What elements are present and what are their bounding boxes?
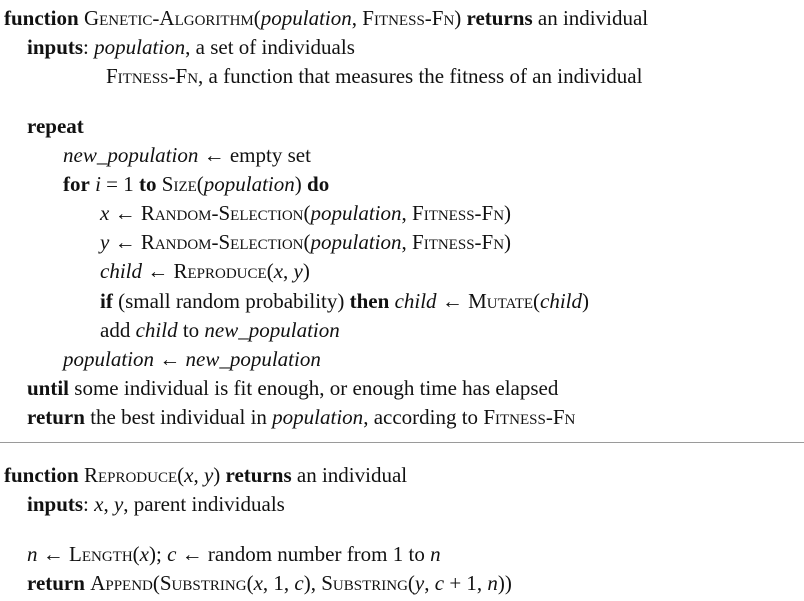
code-line bbox=[63, 142, 311, 168]
keyword: do bbox=[307, 172, 330, 196]
keyword: returns bbox=[225, 463, 292, 487]
text: ← bbox=[109, 201, 141, 225]
code-line bbox=[27, 375, 558, 401]
variable: y bbox=[414, 571, 425, 595]
code-line bbox=[4, 5, 648, 31]
variable: child bbox=[394, 289, 437, 313]
function-name: Substring bbox=[321, 571, 408, 595]
text: (small random probability) bbox=[112, 289, 350, 313]
text: ( bbox=[407, 571, 415, 595]
keyword: return bbox=[27, 405, 85, 429]
keyword: returns bbox=[466, 6, 533, 30]
keyword: until bbox=[27, 376, 70, 400]
variable: c bbox=[167, 542, 177, 566]
text: ), bbox=[303, 571, 322, 595]
text: : bbox=[83, 35, 95, 59]
text: ( bbox=[152, 571, 160, 595]
text: ) bbox=[454, 6, 467, 30]
text: to bbox=[177, 318, 205, 342]
variable: x bbox=[273, 259, 284, 283]
function-name: Size bbox=[161, 172, 197, 196]
code-line bbox=[63, 346, 321, 372]
variable: x bbox=[139, 542, 149, 566]
text: ← bbox=[154, 347, 186, 371]
text: ( bbox=[177, 463, 185, 487]
variable: population bbox=[272, 405, 364, 429]
code-line bbox=[27, 404, 575, 430]
variable: y bbox=[203, 463, 214, 487]
variable: population bbox=[94, 35, 186, 59]
keyword: function bbox=[4, 6, 79, 30]
keyword: to bbox=[139, 172, 157, 196]
text: + 1, bbox=[444, 571, 488, 595]
variable: population bbox=[203, 172, 295, 196]
text: , according to bbox=[363, 405, 484, 429]
keyword: then bbox=[349, 289, 390, 313]
function-name: Reproduce bbox=[173, 259, 267, 283]
text: ) bbox=[213, 463, 226, 487]
function-name: Random-Selection bbox=[140, 201, 304, 225]
variable: y bbox=[113, 492, 124, 516]
text: , a set of individuals bbox=[185, 35, 355, 59]
text: : bbox=[83, 492, 95, 516]
text: ← bbox=[142, 259, 174, 283]
variable: n bbox=[430, 542, 441, 566]
text: ) bbox=[582, 289, 590, 313]
variable: y bbox=[100, 230, 110, 254]
text: ← random number from 1 to bbox=[176, 542, 431, 566]
text: ( bbox=[253, 6, 261, 30]
text: ( bbox=[132, 542, 140, 566]
function-name: Fitness-Fn bbox=[412, 201, 505, 225]
text: , bbox=[283, 259, 294, 283]
text: some individual is fit enough, or enough time has elapsed bbox=[69, 376, 559, 400]
variable: new_population bbox=[185, 347, 321, 371]
variable: n bbox=[27, 542, 38, 566]
text: ( bbox=[196, 172, 204, 196]
code-line bbox=[100, 258, 310, 284]
code-line bbox=[63, 171, 329, 197]
code-line bbox=[100, 229, 511, 255]
keyword: function bbox=[4, 463, 79, 487]
variable: population bbox=[310, 230, 402, 254]
text: , a function that measures the fitness of an individual bbox=[198, 64, 643, 88]
text: an individual bbox=[291, 463, 408, 487]
function-name: Fitness-Fn bbox=[483, 405, 576, 429]
text: ) bbox=[302, 259, 310, 283]
code-line bbox=[100, 288, 589, 314]
variable: x bbox=[94, 492, 104, 516]
variable: c bbox=[434, 571, 445, 595]
code-line bbox=[27, 113, 84, 139]
variable: population bbox=[310, 201, 402, 225]
text: ( bbox=[303, 230, 311, 254]
text: ← bbox=[37, 542, 69, 566]
text: , bbox=[103, 492, 114, 516]
variable: child bbox=[100, 259, 142, 283]
text: , bbox=[401, 230, 413, 254]
code-line bbox=[27, 570, 512, 596]
function-name: Mutate bbox=[468, 289, 534, 313]
text: , parent individuals bbox=[123, 492, 285, 516]
text: ) bbox=[294, 172, 308, 196]
variable: x bbox=[100, 201, 110, 225]
text: , bbox=[193, 463, 204, 487]
variable: population bbox=[63, 347, 155, 371]
text: an individual bbox=[532, 6, 649, 30]
variable: n bbox=[487, 571, 498, 595]
function-name: Random-Selection bbox=[140, 230, 304, 254]
variable: new_population bbox=[204, 318, 340, 342]
text: = 1 bbox=[100, 172, 140, 196]
function-name: Substring bbox=[159, 571, 247, 595]
code-line bbox=[100, 317, 340, 343]
function-name: Fitness-Fn bbox=[362, 6, 455, 30]
text: , 1, bbox=[262, 571, 295, 595]
text: add bbox=[100, 318, 136, 342]
code-line bbox=[27, 34, 355, 60]
variable: x bbox=[253, 571, 263, 595]
text: , bbox=[424, 571, 435, 595]
variable: i bbox=[95, 172, 101, 196]
variable: x bbox=[184, 463, 194, 487]
keyword: inputs bbox=[27, 492, 84, 516]
function-name: Length bbox=[69, 542, 133, 566]
function-name: Genetic-Algorithm bbox=[83, 6, 254, 30]
function-name: Fitness-Fn bbox=[412, 230, 505, 254]
text: )) bbox=[497, 571, 512, 595]
code-line bbox=[106, 63, 642, 89]
variable: new_population bbox=[63, 143, 199, 167]
variable: c bbox=[294, 571, 304, 595]
text: , bbox=[351, 6, 363, 30]
code-line bbox=[4, 462, 407, 488]
variable: child bbox=[135, 318, 178, 342]
code-line bbox=[27, 491, 285, 517]
keyword: repeat bbox=[27, 114, 84, 138]
function-name: Append bbox=[90, 571, 153, 595]
keyword: for bbox=[63, 172, 90, 196]
keyword: return bbox=[27, 571, 85, 595]
text: ); bbox=[148, 542, 168, 566]
keyword: inputs bbox=[27, 35, 84, 59]
variable: population bbox=[260, 6, 352, 30]
text: ) bbox=[504, 201, 512, 225]
text: the best individual in bbox=[84, 405, 273, 429]
text: , bbox=[401, 201, 413, 225]
text: ) bbox=[504, 230, 512, 254]
text: ( bbox=[246, 571, 254, 595]
section-divider bbox=[0, 442, 804, 443]
variable: child bbox=[540, 289, 583, 313]
text: ( bbox=[533, 289, 541, 313]
text: ← bbox=[436, 289, 469, 313]
text: ( bbox=[303, 201, 311, 225]
text: ← bbox=[109, 230, 141, 254]
text: ← empty set bbox=[198, 143, 311, 167]
code-line bbox=[27, 541, 441, 567]
function-name: Fitness-Fn bbox=[106, 64, 199, 88]
code-line bbox=[100, 200, 511, 226]
text: ( bbox=[266, 259, 274, 283]
variable: y bbox=[293, 259, 303, 283]
keyword: if bbox=[100, 289, 113, 313]
function-name: Reproduce bbox=[83, 463, 178, 487]
